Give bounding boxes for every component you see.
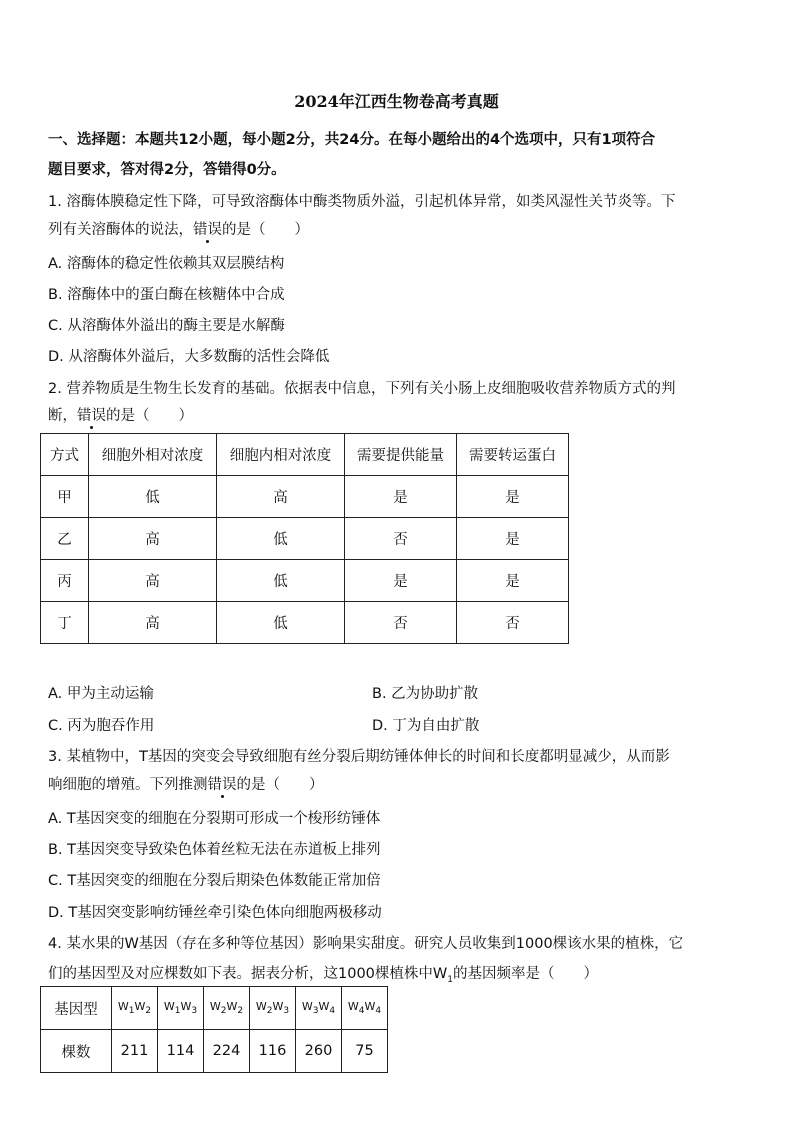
q2-option-a: A. 甲为主动运输 [48, 686, 154, 702]
table-cell: 低 [217, 602, 345, 644]
q2-option-d: D. 丁为自由扩散 [372, 718, 480, 734]
table-cell: 高 [89, 602, 217, 644]
q4-stem-subscript: 1 [447, 974, 453, 985]
table-cell: 低 [89, 476, 217, 518]
table-cell: 是 [457, 518, 569, 560]
table-row [41, 518, 569, 560]
q4-count-row [41, 1030, 388, 1073]
table-cell: 丙 [41, 560, 89, 602]
genotype-cell: $W_2W_2$ [204, 987, 250, 1030]
page-title: 2024年江西生物卷高考真题 [294, 92, 499, 111]
genotype-cell: $W_4W_4$ [342, 987, 388, 1030]
table-cell: 甲 [41, 476, 89, 518]
q2-header-cell: 需要转运蛋白 [457, 434, 569, 476]
q4-row-label-count: 棵数 [41, 1030, 112, 1073]
q1-option-b: B. 溶酶体中的蛋白酶在核糖体中合成 [48, 287, 285, 303]
table-cell: 高 [89, 518, 217, 560]
table-row [41, 602, 569, 644]
count-cell: 116 [250, 1030, 296, 1073]
q1-option-a: A. 溶酶体的稳定性依赖其双层膜结构 [48, 256, 285, 272]
count-cell: 211 [112, 1030, 158, 1073]
genotype-cell: $W_2W_3$ [250, 987, 296, 1030]
count-cell: 260 [296, 1030, 342, 1073]
table-cell: 高 [217, 476, 345, 518]
q3-stem-line2 [48, 773, 324, 794]
q4-stem-part1: 们的基因型及对应棵数如下表。据表分析，这1000棵植株中W [48, 966, 448, 982]
table-cell: 高 [89, 560, 217, 602]
table-row [41, 560, 569, 602]
table-cell: 是 [345, 560, 457, 602]
q3-stem-line1: 3. 某植物中，T基因的突变会导致细胞有丝分裂后期纺锤体伸长的时间和长度都明显减少，从而影 [48, 749, 670, 765]
table-cell: 丁 [41, 602, 89, 644]
q4-stem-part2: 的基因频率是（ ） [452, 966, 598, 982]
q1-option-c: C. 从溶酶体外溢出的酶主要是水解酶 [48, 318, 285, 334]
table-cell: 是 [457, 560, 569, 602]
q1-stem-part1: 列有关溶酶体的说法， [48, 222, 193, 238]
q2-option-c: C. 丙为胞吞作用 [48, 718, 155, 734]
q3-stem-part1: 响细胞的增殖。下列推测 [48, 777, 208, 793]
q2-table [40, 433, 569, 644]
table-cell: 否 [345, 518, 457, 560]
q3-option-c: C. T基因突变的细胞在分裂后期染色体数能正常加倍 [48, 873, 381, 889]
q3-stem-part2: 的是（ ） [236, 777, 324, 793]
q2-stem-part2: 的是（ ） [106, 408, 193, 424]
q1-stem-part2: 的是（ ） [222, 222, 309, 238]
q3-option-d: D. T基因突变影响纺锤丝牵引染色体向细胞两极移动 [48, 905, 382, 921]
q1-stem-line1: 1. 溶酶体膜稳定性下降，可导致溶酶体中酶类物质外溢，引起机体异常，如类风湿性关节炎等。下 [48, 194, 676, 210]
genotype-cell: $W_1W_2$ [112, 987, 158, 1030]
section-heading-line1: 一、选择题：本题共12小题，每小题2分，共24分。在每小题给出的4个选项中，只有1项符合 [48, 132, 656, 148]
q1-stem-line2 [48, 218, 309, 239]
q2-header-cell: 细胞内相对浓度 [217, 434, 345, 476]
q3-option-b: B. T基因突变导致染色体着丝粒无法在赤道板上排列 [48, 842, 381, 858]
q2-stem-line1: 2. 营养物质是生物生长发育的基础。依据表中信息，下列有关小肠上皮细胞吸收营养物质方式的判 [48, 381, 676, 397]
genotype-cell: $W_1W_3$ [158, 987, 204, 1030]
table-row [41, 476, 569, 518]
table-cell: 乙 [41, 518, 89, 560]
q4-row-label-genotype: 基因型 [41, 987, 112, 1030]
genotype-cell: $W_3W_4$ [296, 987, 342, 1030]
table-cell: 否 [457, 602, 569, 644]
q2-emphasis: 错误 [77, 404, 106, 425]
q2-stem-part1: 断， [48, 408, 77, 424]
table-cell: 低 [217, 560, 345, 602]
q2-header-cell: 细胞外相对浓度 [89, 434, 217, 476]
count-cell: 114 [158, 1030, 204, 1073]
table-cell: 是 [457, 476, 569, 518]
q2-header-cell: 需要提供能量 [345, 434, 457, 476]
q1-emphasis: 错误 [193, 218, 222, 239]
q3-option-a: A. T基因突变的细胞在分裂期可形成一个梭形纺锤体 [48, 811, 381, 827]
count-cell: 75 [342, 1030, 388, 1073]
section-heading-line2: 题目要求，答对得2分，答错得0分。 [48, 162, 286, 178]
q2-option-b: B. 乙为协助扩散 [372, 686, 479, 702]
q4-genotype-row [41, 987, 388, 1030]
table-cell: 否 [345, 602, 457, 644]
q3-emphasis: 错误 [208, 773, 237, 794]
q1-option-d: D. 从溶酶体外溢后，大多数酶的活性会降低 [48, 349, 330, 365]
q2-header-cell: 方式 [41, 434, 89, 476]
q4-table [40, 986, 388, 1073]
q2-stem-line2 [48, 404, 193, 425]
table-cell: 低 [217, 518, 345, 560]
q4-stem-line2 [48, 962, 598, 985]
table-cell: 是 [345, 476, 457, 518]
q2-table-header-row [41, 434, 569, 476]
q4-stem-line1: 4. 某水果的W基因（存在多种等位基因）影响果实甜度。研究人员收集到1000棵该水果的植株，它 [48, 936, 684, 952]
count-cell: 224 [204, 1030, 250, 1073]
